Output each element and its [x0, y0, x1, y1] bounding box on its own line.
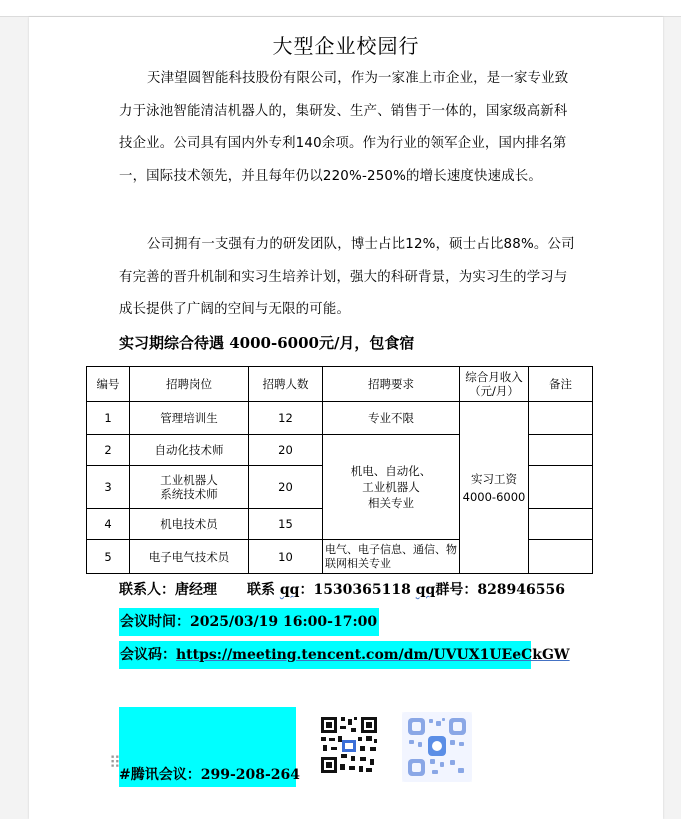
header-cell: 招聘要求 — [323, 367, 460, 402]
contact-line — [119, 579, 565, 601]
row-position: 机电技术员 — [130, 509, 249, 540]
qr-code-icon — [402, 712, 472, 782]
row-position: 管理培训生 — [130, 402, 249, 435]
row-position: 工业机器人 系统技术师 — [130, 466, 249, 509]
meeting-time: 会议时间：2025/03/19 16:00-17:00 — [119, 608, 379, 636]
top-toolbar-strip — [0, 0, 681, 17]
row-number: 5 — [87, 540, 130, 574]
qr-code-icon — [318, 714, 380, 776]
header-cell: 编号 — [87, 367, 130, 402]
remark-cell — [529, 435, 593, 466]
meeting-code-line — [119, 641, 570, 669]
intro-paragraph: 天津望圆智能科技股份有限公司，作为一家准上市企业，是一家专业致力于泳池智能清洁机器人的，集研发、生产、销售于一体的，国家级高新科技企业。公司具有国内外专利140余项。作为行业的领军企业，国内排名第一，国际技术领先，并且每年仍以220%-250%的增长速度快速成长。 — [119, 71, 569, 184]
remark-cell — [529, 466, 593, 509]
header-cell: 备注 — [529, 367, 593, 402]
row-count: 20 — [249, 466, 323, 509]
tencent-meeting-id: #腾讯会议：299-208-264 — [119, 767, 301, 783]
remark-cell — [529, 402, 593, 435]
remark-cell — [529, 509, 593, 540]
benefit-line: 实习期综合待遇 4000-6000元/月，包食宿 — [119, 334, 415, 352]
qq-group: 群号：828946556 — [435, 582, 565, 598]
row-position: 自动化技术师 — [130, 435, 249, 466]
row-requirement: 电气、电子信息、通信、物联网相关专业 — [323, 540, 460, 574]
header-cell: 招聘岗位 — [130, 367, 249, 402]
group-qq-word: qq — [415, 582, 436, 598]
row-requirement: 专业不限 — [323, 402, 460, 435]
recruitment-table — [86, 366, 593, 574]
row-requirement: 机电、自动化、 工业机器人 相关专业 — [323, 435, 460, 540]
income-cell: 实习工资 4000-6000 — [460, 402, 529, 574]
row-count: 10 — [249, 540, 323, 574]
meeting-link[interactable]: https://meeting.tencent.com/dm/UVUX1UEeCkGW — [176, 647, 570, 663]
row-count: 20 — [249, 435, 323, 466]
header-cell: 招聘人数 — [249, 367, 323, 402]
contact-person: 联系人：唐经理 — [119, 582, 217, 598]
row-number: 4 — [87, 509, 130, 540]
table-header-row — [87, 367, 593, 402]
qq-number: ：1530365118 — [299, 582, 411, 598]
document-page — [29, 17, 663, 819]
row-number: 1 — [87, 402, 130, 435]
row-number: 3 — [87, 466, 130, 509]
document-title: 大型企业校园行 — [272, 34, 420, 58]
qq-word: qq — [279, 582, 300, 598]
row-count: 12 — [249, 402, 323, 435]
remark-cell — [529, 540, 593, 574]
row-count: 15 — [249, 509, 323, 540]
drag-handle-icon[interactable]: ⠿ — [109, 753, 121, 772]
header-cell: 综合月收入（元/月） — [460, 367, 529, 402]
team-paragraph: 公司拥有一支强有力的研发团队，博士占比12%，硕士占比88%。公司有完善的晋升机制和实习生培养计划，强大的科研背景，为实习生的学习与成长提供了广阔的空间与无限的可能。 — [119, 237, 575, 318]
row-number: 2 — [87, 435, 130, 466]
qq-label: 联系 — [247, 582, 275, 598]
row-position: 电子电气技术员 — [130, 540, 249, 574]
meeting-code-label: 会议码： — [120, 647, 176, 663]
table-row — [87, 402, 593, 435]
